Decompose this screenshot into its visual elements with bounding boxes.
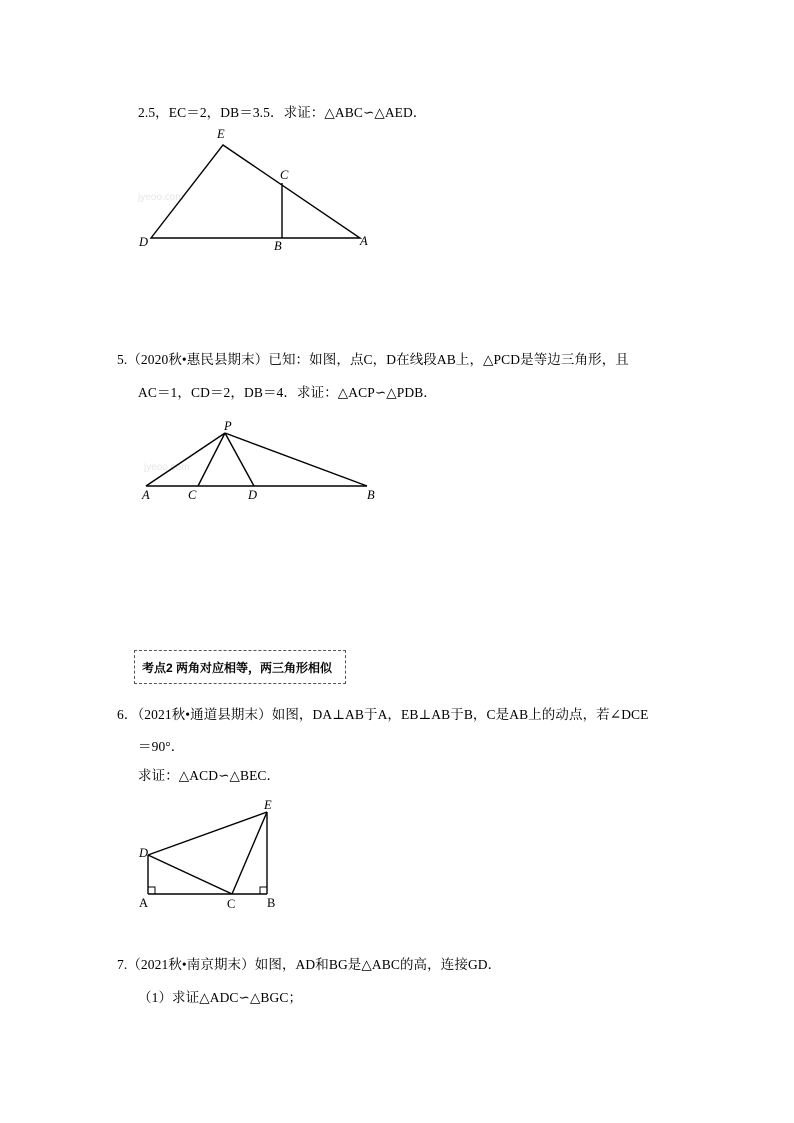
- problem6-figure: [136, 795, 286, 915]
- point-label-B: B: [274, 239, 282, 253]
- point-label-B: B: [367, 488, 375, 502]
- problem5-statement-line2: AC＝1，CD＝2，DB＝4．求证：△ACP∽△PDB．: [138, 385, 437, 400]
- segment-PD: [225, 433, 254, 486]
- point-label-C: C: [227, 897, 236, 911]
- segment-DE: [148, 812, 267, 855]
- point-label-C: C: [188, 488, 197, 502]
- segment-DC: [148, 855, 232, 894]
- segment-PB: [225, 433, 367, 486]
- watermark: jyeoo.com: [138, 192, 184, 203]
- problem5-statement-line1: 5.（2020秋•惠民县期末）已知：如图，点C，D在线段AB上，△PCD是等边三角形，且: [117, 352, 629, 367]
- problem7-statement-line1: 7.（2021秋•南京期末）如图，AD和BG是△ABC的高，连接GD．: [117, 957, 502, 972]
- problem7-statement-line2: （1）求证△ADC∽△BGC；: [138, 990, 303, 1005]
- point-label-P: P: [224, 419, 232, 433]
- point-label-E: E: [217, 127, 225, 141]
- right-angle-mark-B: [260, 887, 267, 894]
- point-label-A: A: [142, 488, 150, 502]
- right-angle-mark-A: [148, 887, 155, 894]
- point-label-B: B: [267, 896, 276, 910]
- point-label-E: E: [264, 798, 272, 812]
- segment-CE: [232, 812, 267, 894]
- problem6-statement-line3: 求证：△ACD∽△BEC．: [138, 768, 281, 783]
- watermark: jyeoo.com: [144, 462, 190, 473]
- point-label-A: A: [360, 234, 368, 248]
- point-label-D: D: [139, 846, 149, 860]
- problem4-figure: [130, 120, 390, 260]
- kaodian-box: 考点2 两角对应相等，两三角形相似: [134, 650, 346, 684]
- point-label-A: A: [139, 896, 149, 910]
- problem5-figure: [138, 415, 388, 510]
- point-label-D: D: [139, 235, 149, 249]
- segment-PC: [198, 433, 225, 486]
- problem6-statement-line2: ＝90°．: [138, 739, 185, 754]
- point-label-C: C: [280, 168, 289, 182]
- problem4-statement-tail: 2.5，EC＝2，DB＝3.5．求证：△ABC∽△AED．: [138, 105, 427, 120]
- problem6-statement-line1: 6．（2021秋•通道县期末）如图，DA⊥AB于A，EB⊥AB于B，C是AB上的动点，若∠DCE: [117, 707, 649, 722]
- point-label-D: D: [248, 488, 258, 502]
- segment-PA: [146, 433, 225, 486]
